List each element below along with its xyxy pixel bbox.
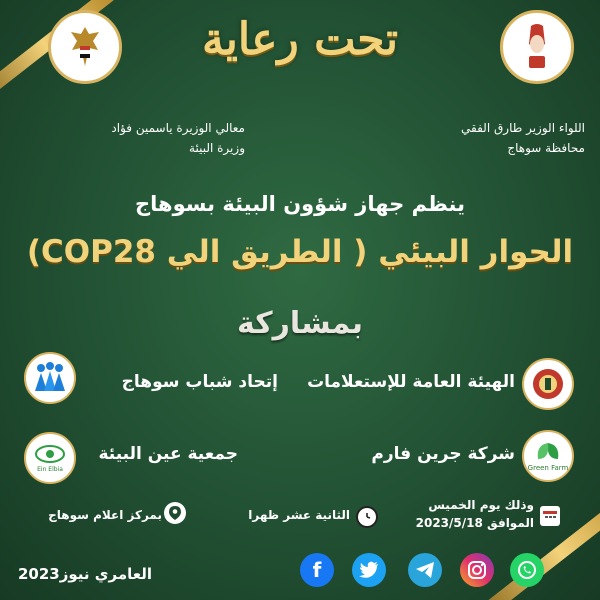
event-info-bar: [12, 496, 588, 540]
event-day: وذلك يوم الخميس: [428, 498, 534, 512]
youth-figures-icon: [31, 361, 69, 395]
patronage-title: تحت رعاية: [202, 14, 398, 65]
ministry-environment-logo: [48, 10, 122, 84]
eye-leaf-icon: [30, 441, 70, 475]
patron-minister: [15, 118, 245, 158]
event-date: الموافق 2023/5/18: [415, 516, 534, 530]
svg-text:Ein Elbia: Ein Elbia: [37, 466, 63, 473]
patron-governor-name: اللواء الوزير طارق الفقي: [461, 121, 585, 135]
whatsapp-icon[interactable]: [510, 553, 544, 587]
clock-icon: [356, 506, 378, 528]
event-time: الثانية عشر ظهرا: [248, 508, 350, 522]
patron-governor: [355, 118, 585, 158]
state-information-service-logo: [522, 358, 574, 410]
green-farm-logo: [522, 430, 574, 482]
sohag-youth-union-logo: [24, 352, 76, 404]
info-service-emblem-icon: [531, 367, 565, 401]
telegram-icon[interactable]: [408, 553, 442, 587]
organizer-line: ينظم جهاز شؤون البيئة بسوهاج: [135, 192, 465, 216]
event-location: بمركز اعلام سوهاج: [48, 508, 162, 522]
twitter-icon[interactable]: [352, 553, 386, 587]
partner-name-state-information: الهيئة العامة للإستعلامات: [307, 372, 515, 392]
svg-text:Green Farm: Green Farm: [528, 464, 568, 472]
partner-name-youth-union: إتحاد شباب سوهاج: [121, 372, 278, 392]
pharaoh-head-icon: [517, 22, 557, 72]
patron-governor-title: محافظة سوهاج: [507, 141, 585, 155]
facebook-icon[interactable]: f: [300, 553, 334, 587]
event-title: الحوار البيئي ( الطريق الي COP28): [26, 234, 574, 270]
partner-name-green-farm: شركة جرين فارم: [371, 444, 515, 464]
eagle-emblem-icon: [65, 24, 105, 70]
partner-name-ein-elbia: جمعية عين البيئة: [98, 444, 238, 464]
patron-minister-name: معالي الوزيرة ياسمين فؤاد: [111, 121, 245, 135]
ein-elbia-association-logo: [24, 432, 76, 484]
footer-brand: العامري نيوز2023: [18, 565, 153, 583]
participation-heading: بمشاركة: [236, 306, 364, 341]
patron-minister-title: وزيرة البيئة: [189, 141, 245, 155]
green-farm-leaf-icon: [528, 439, 568, 473]
location-pin-icon: [164, 502, 186, 524]
sohag-governorate-logo: [500, 10, 574, 84]
calendar-icon: [540, 506, 560, 526]
instagram-icon[interactable]: [460, 553, 494, 587]
